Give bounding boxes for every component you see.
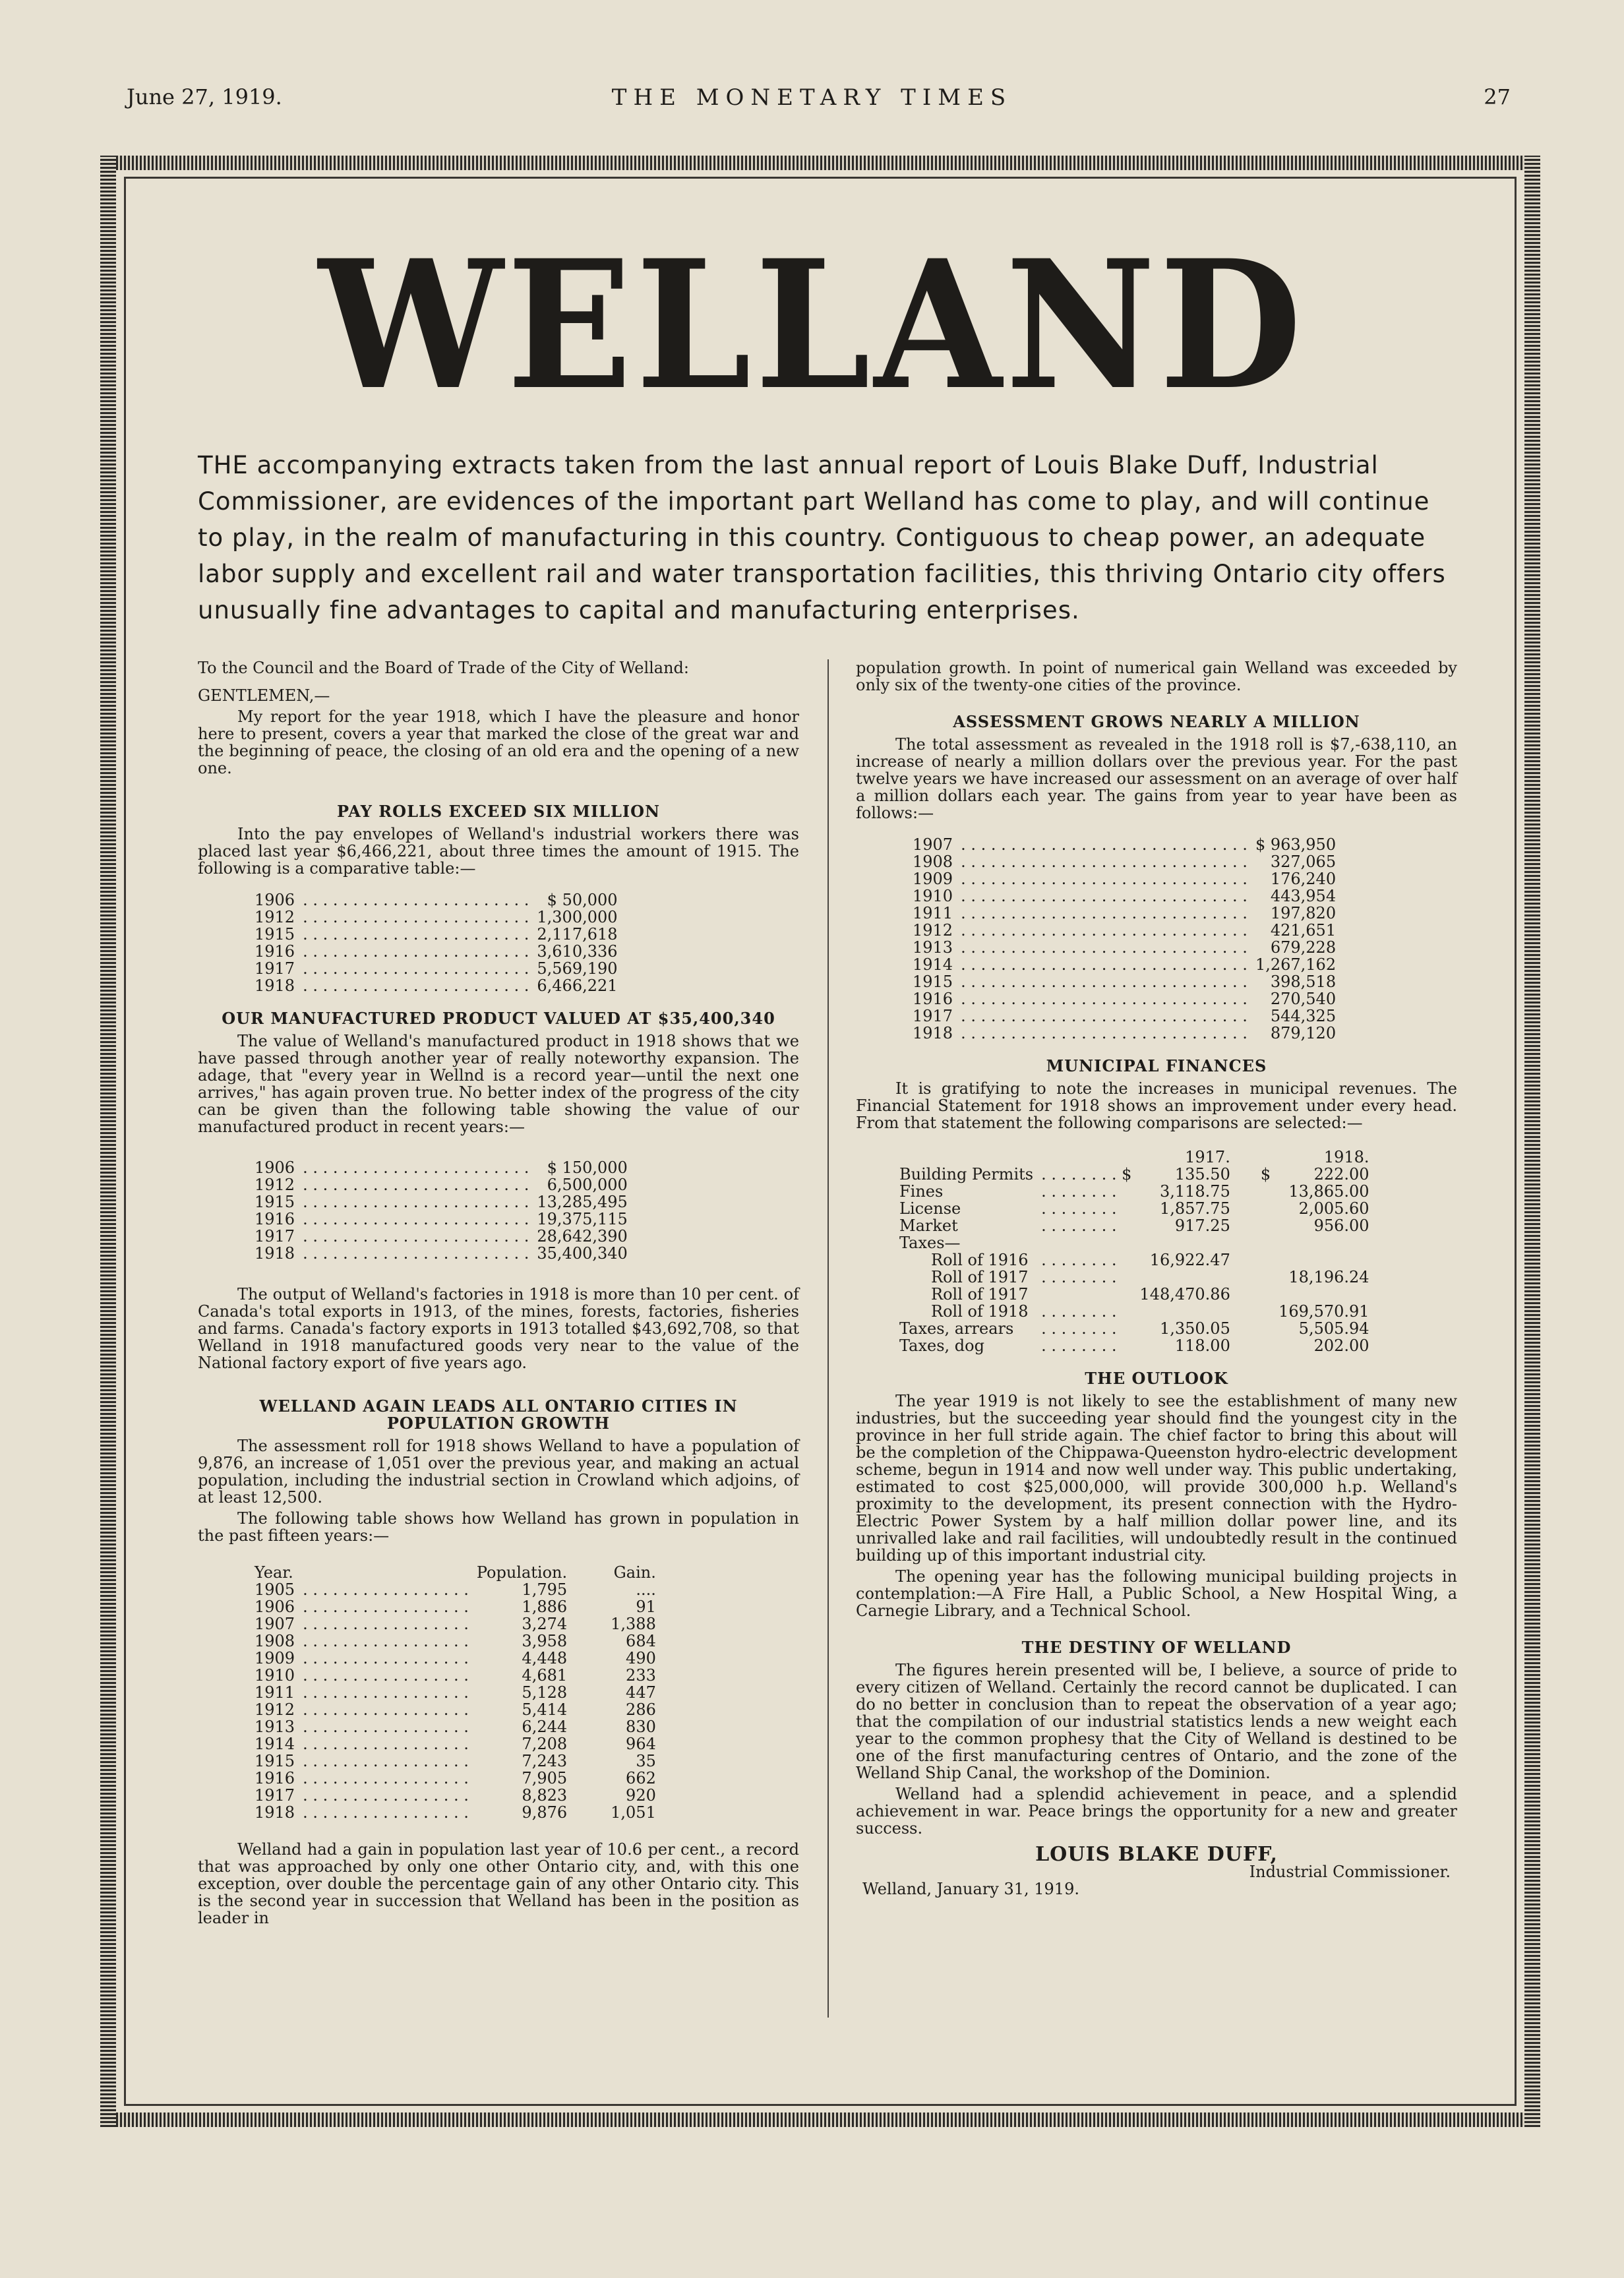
row-year: 1912	[255, 1700, 295, 1719]
leader-dots	[1037, 1234, 1135, 1251]
row-year: 1917	[255, 959, 295, 978]
row-1917	[1135, 1234, 1234, 1251]
row-value: 197,820	[1270, 904, 1337, 922]
table-row	[895, 1183, 1373, 1200]
leader-dots: . . . . . . . . . . . . . . . . . . . . . . . . . . . . .	[961, 887, 1248, 905]
row-currency	[1234, 1286, 1275, 1303]
leader-dots: . . . . . . . . . . . . . . . . .	[303, 1666, 469, 1685]
row-1918	[1275, 1286, 1373, 1303]
table-row	[909, 905, 1340, 922]
leader-dots: . . . . . . . . . . . . . . . . .	[303, 1718, 469, 1736]
row-1917	[1135, 1303, 1234, 1320]
table-row	[251, 1159, 632, 1176]
table-row	[251, 977, 622, 994]
row-value: 28,642,390	[537, 1227, 628, 1245]
row-1918: 13,865.00	[1288, 1182, 1369, 1201]
table-row	[251, 1787, 660, 1804]
population-table	[251, 1564, 660, 1821]
table-row	[895, 1251, 1373, 1269]
table-row	[251, 1581, 660, 1598]
page-number: 27	[1484, 84, 1511, 109]
row-1918: 222.00	[1313, 1165, 1369, 1184]
leader-dots: . . . . . . . . . . . . . . . . . . . . . . . . . . . . .	[961, 904, 1248, 922]
table-row	[251, 1211, 632, 1228]
leader-dots: . . . . . . . . . . . . . . . . . . . . . . . . . . . . .	[961, 973, 1248, 991]
paragraph: The output of Welland's factories in 1918 is more than 10 per cent. of Canada's total exports in 1913, of the mines, forests, factories, fisheries and farms. Canada's factory exports in 1913 totalled $43,692,708, so that Welland in 1918 manufactured goods very near to the value of the National factory export of five years ago.	[198, 1285, 799, 1372]
leader-dots: . . . . . . . . $	[1041, 1165, 1132, 1184]
row-year: 1908	[913, 853, 953, 871]
leader-dots: . . . . . . . . . . . . . . . . . . . . . . .	[303, 1244, 529, 1263]
row-population: 4,448	[522, 1649, 568, 1667]
row-currency	[1234, 1200, 1275, 1217]
payrolls-table	[251, 891, 622, 994]
row-gain: 662	[626, 1769, 656, 1787]
row-value: 879,120	[1270, 1024, 1337, 1042]
right-column	[856, 659, 1457, 1898]
table-row	[251, 1770, 660, 1787]
row-year: 1915	[255, 925, 295, 944]
publication-title: THE MONETARY TIMES	[611, 84, 1013, 111]
row-currency	[1234, 1269, 1275, 1286]
row-gain: 964	[626, 1735, 656, 1753]
table-row	[909, 922, 1340, 939]
header-1918: 1918.	[1323, 1148, 1369, 1166]
row-year: 1913	[913, 938, 953, 957]
row-label: Taxes—	[899, 1234, 961, 1252]
row-year: 1905	[255, 1580, 295, 1599]
row-year: 1906	[255, 1158, 295, 1177]
row-value: 2,117,618	[537, 925, 618, 944]
row-year: 1912	[913, 921, 953, 940]
header-population: Population.	[476, 1563, 568, 1582]
table-row	[251, 1684, 660, 1701]
section-heading: THE DESTINY OF WELLAND	[1021, 1638, 1292, 1657]
row-1918	[1275, 1251, 1373, 1269]
row-label: Market	[899, 1216, 958, 1235]
row-value: 421,651	[1270, 921, 1337, 940]
table-row	[251, 943, 622, 960]
row-label: Roll of 1916	[931, 1251, 1029, 1269]
table-row	[251, 1598, 660, 1615]
row-value: 35,400,340	[537, 1244, 628, 1263]
leader-dots: . . . . . . . . . . . . . . . . . . . . . . .	[303, 959, 529, 978]
row-1918: 18,196.24	[1288, 1268, 1369, 1286]
leader-dots: . . . . . . . . . . . . . . . . . . . . . . .	[303, 942, 529, 961]
row-gain: 1,388	[611, 1615, 656, 1633]
paragraph: My report for the year 1918, which I have the pleasure and honor here to present, covers a year that marked the close of the great war and the beginning of peace, the closing of an old era and the opening of a new one.	[198, 707, 799, 777]
row-value: $ 50,000	[547, 891, 618, 909]
row-population: 3,274	[522, 1615, 568, 1633]
table-row	[895, 1217, 1373, 1234]
row-year: 1911	[913, 904, 953, 922]
leader-dots: . . . . . . . . . . . . . . . . .	[303, 1752, 469, 1770]
paragraph: The following table shows how Welland has grown in population in the past fifteen years:—	[198, 1509, 799, 1545]
paragraph: The assessment roll for 1918 shows Welland to have a population of 9,876, an increase of 1,051 over the previous year, and making an actual population, including the industrial section in Crowland which adjoins, of at least 12,500.	[198, 1437, 799, 1507]
row-gain: ....	[636, 1580, 656, 1599]
row-value: 13,285,495	[537, 1193, 628, 1211]
table-row	[251, 891, 622, 909]
leader-dots: . . . . . . . . . . . . . . . . . . . . . . . . . . . . .	[961, 1024, 1248, 1042]
row-currency	[1234, 1320, 1275, 1337]
leader-dots: . . . . . . . .	[1041, 1251, 1117, 1269]
row-year: 1914	[255, 1735, 295, 1753]
table-row	[909, 1025, 1340, 1042]
leader-dots: . . . . . . . . . . . . . . . . . . . . . . . . . . . . .	[961, 955, 1248, 974]
row-year: 1915	[255, 1193, 295, 1211]
row-label: Roll of 1918	[931, 1302, 1029, 1321]
leader-dots: . . . . . . . . . . . . . . . . .	[303, 1598, 469, 1616]
row-value: 3,610,336	[537, 942, 618, 961]
paragraph: Into the pay envelopes of Welland's industrial workers there was placed last year $6,466,221, about three times the amount of 1915. The following is a comparative table:—	[198, 825, 799, 878]
leader-dots: . . . . . . . . . . . . . . . . . . . . . . .	[303, 891, 529, 909]
leader-dots: . . . . . . . . . . . . . . . . . . . . . . .	[303, 1227, 529, 1245]
row-value: 176,240	[1270, 870, 1337, 888]
table-row	[895, 1166, 1373, 1183]
table-row	[251, 1735, 660, 1753]
row-value: 19,375,115	[537, 1210, 628, 1228]
leader-dots: . . . . . . . .	[1041, 1319, 1117, 1338]
paragraph: The year 1919 is not likely to see the establishment of many new industries, but the succeeding year should find the youngest city in the province in her full stride again. The chief factor to bring this about will be the completion of the Chippawa-Queenston hydro-electric development scheme, begun in 1914 and now well under way. This public undertaking, estimated to cost $25,000,000, will provide 300,000 h.p. Welland's proximity to the development, its present connection with the Hydro-Electric Power System by a half million dollar power line, and its unrivalled lake and rail facilities, will undoubtedly result in the continued building up of this important industrial city.	[856, 1392, 1457, 1565]
table-row	[895, 1234, 1373, 1251]
row-value: 270,540	[1270, 990, 1337, 1008]
leader-dots: . . . . . . . .	[1041, 1182, 1117, 1201]
row-1918: 956.00	[1313, 1216, 1369, 1235]
table-row	[895, 1337, 1373, 1354]
leader-dots: . . . . . . . . . . . . . . . . .	[303, 1769, 469, 1787]
row-year: 1917	[255, 1786, 295, 1805]
row-currency	[1234, 1217, 1275, 1234]
row-population: 8,823	[522, 1786, 568, 1805]
row-1918: 169,570.91	[1278, 1302, 1369, 1321]
leader-dots: . . . . . . . . . . . . . . . . . . . . . . . . . . . . .	[961, 921, 1248, 940]
row-currency	[1234, 1183, 1275, 1200]
row-1917: 118.00	[1174, 1336, 1230, 1355]
row-year: 1916	[255, 942, 295, 961]
leader-dots: . . . . . . . . . . . . . . . . .	[303, 1632, 469, 1650]
row-value: $ 963,950	[1255, 835, 1337, 854]
row-year: 1918	[255, 1803, 295, 1822]
section-heading: OUR MANUFACTURED PRODUCT VALUED AT $35,400,340	[222, 1009, 775, 1028]
leader-dots: . . . . . . . . . . . . . . . . .	[303, 1615, 469, 1633]
row-1917: 135.50	[1174, 1165, 1230, 1184]
table-row	[909, 870, 1340, 887]
leader-dots: . . . . . . . . . . . . . . . . . . . . . . . . . . . . .	[961, 990, 1248, 1008]
row-1917: 1,350.05	[1159, 1319, 1230, 1338]
row-year: 1911	[255, 1683, 295, 1702]
row-value: 5,569,190	[537, 959, 618, 978]
row-value: 679,228	[1270, 938, 1337, 957]
table-row	[251, 1650, 660, 1667]
section-heading: ASSESSMENT GROWS NEARLY A MILLION	[953, 712, 1360, 731]
row-currency	[1234, 1251, 1275, 1269]
gentlemen: GENTLEMEN,—	[198, 686, 330, 705]
row-1918: 2,005.60	[1298, 1199, 1369, 1218]
row-gain: 830	[626, 1718, 656, 1736]
leader-dots: . . . . . . . . . . . . . . . . . . . . . . .	[303, 908, 529, 926]
border-right	[1524, 156, 1540, 2127]
paragraph: population growth. In point of numerical gain Welland was exceeded by only six of the twenty-one cities of the province.	[856, 659, 1457, 694]
row-gain: 920	[626, 1786, 656, 1805]
row-year: 1909	[255, 1649, 295, 1667]
table-row	[909, 973, 1340, 990]
row-1918: 5,505.94	[1298, 1319, 1369, 1338]
row-1918	[1275, 1234, 1373, 1251]
row-year: 1910	[255, 1666, 295, 1685]
leader-dots: . . . . . . . . . . . . . . . . . . . . . . .	[303, 1210, 529, 1228]
row-label: Building Permits	[899, 1165, 1034, 1184]
leader-dots: . . . . . . . . . . . . . . . . .	[303, 1649, 469, 1667]
row-1917: 1,857.75	[1159, 1199, 1230, 1218]
section-heading: MUNICIPAL FINANCES	[1046, 1056, 1267, 1075]
row-population: 3,958	[522, 1632, 568, 1650]
row-value: 443,954	[1270, 887, 1337, 905]
table-row	[251, 1633, 660, 1650]
table-row	[251, 1193, 632, 1211]
page-header	[0, 84, 1624, 124]
row-label: Roll of 1917	[931, 1285, 1029, 1304]
table-row	[909, 990, 1340, 1007]
border-bottom	[100, 2113, 1540, 2127]
row-gain: 91	[636, 1598, 656, 1616]
table-row	[895, 1320, 1373, 1337]
signature-name: LOUIS BLAKE DUFF,	[1035, 1843, 1278, 1866]
border-top	[100, 156, 1540, 170]
table-row	[251, 926, 622, 943]
row-population: 9,876	[522, 1803, 568, 1822]
leader-dots: . . . . . . . . . . . . . . . . .	[303, 1735, 469, 1753]
table-row	[251, 1615, 660, 1633]
row-population: 7,208	[522, 1735, 568, 1753]
table-row	[251, 960, 622, 977]
row-currency	[1234, 1337, 1275, 1354]
header-year: Year.	[255, 1563, 293, 1582]
row-value: 6,500,000	[547, 1176, 628, 1194]
row-value: 6,466,221	[537, 976, 618, 995]
leader-dots: . . . . . . . . . . . . . . . . . . . . . . .	[303, 925, 529, 944]
table-row	[909, 853, 1340, 870]
header-gain: Gain.	[613, 1563, 656, 1582]
row-year: 1912	[255, 1176, 295, 1194]
leader-dots: . . . . . . . .	[1041, 1268, 1117, 1286]
row-value: 1,300,000	[537, 908, 618, 926]
row-1917: 148,470.86	[1139, 1285, 1230, 1304]
paragraph: The value of Welland's manufactured product in 1918 shows that we have passed through another year of really noteworthy expansion. The adage, that "every year in Wellnd is a record year—until the next one arrives," has again proven true. No better index of the progress of the city can be given than the following table showing the value of our manufactured product in recent years:—	[198, 1032, 799, 1136]
row-gain: 447	[626, 1683, 656, 1702]
leader-dots: . . . . . . . . . . . . . . . . . . . . . . . . . . . . .	[961, 853, 1248, 871]
section-heading: THE OUTLOOK	[1085, 1369, 1228, 1388]
leader-dots: . . . . . . . . . . . . . . . . . . . . . . . . . . . . .	[961, 1007, 1248, 1025]
population-table-header	[251, 1564, 660, 1581]
row-population: 6,244	[522, 1718, 568, 1736]
table-row	[909, 887, 1340, 905]
table-row	[895, 1269, 1373, 1286]
row-label: Taxes, arrears	[899, 1319, 1014, 1338]
paragraph: The figures herein presented will be, I believe, a source of pride to every citizen of Welland. Certainly the record cannot be duplicated. I can do no better in conclusion than to repeat the observation of a year ago; that the compilation of our industrial statistics lends a new weight each year to the common prophesy that the City of Welland is destined to be one of the first manufacturing centres of Ontario, and the zone of the Welland Ship Canal, the workshop of the Dominion.	[856, 1661, 1457, 1782]
row-year: 1915	[913, 973, 953, 991]
row-label: Fines	[899, 1182, 944, 1201]
row-currency	[1234, 1234, 1275, 1251]
table-row	[251, 1718, 660, 1735]
leader-dots: . . . . . . . . . . . . . . . . . . . . . . .	[303, 1158, 529, 1177]
finances-table-header	[895, 1149, 1373, 1166]
row-year: 1915	[255, 1752, 295, 1770]
row-year: 1907	[255, 1615, 295, 1633]
row-currency	[1234, 1303, 1275, 1320]
leader-dots: . . . . . . . . . . . . . . . . .	[303, 1580, 469, 1599]
row-population: 5,414	[522, 1700, 568, 1719]
leader-dots: . . . . . . . . . . . . . . . . . . . . . . .	[303, 1193, 529, 1211]
table-row	[895, 1303, 1373, 1320]
row-population: 5,128	[522, 1683, 568, 1702]
row-year: 1914	[913, 955, 953, 974]
leader-dots: . . . . . . . . . . . . . . . . . . . . . . .	[303, 1176, 529, 1194]
row-gain: 233	[626, 1666, 656, 1685]
table-row	[251, 1667, 660, 1684]
column-divider	[827, 659, 829, 2018]
section-heading: WELLAND AGAIN LEADS ALL ONTARIO CITIES IN POPULATION GROWTH	[259, 1396, 738, 1433]
row-currency: $	[1260, 1165, 1271, 1184]
row-year: 1916	[913, 990, 953, 1008]
row-year: 1913	[255, 1718, 295, 1736]
table-row	[895, 1200, 1373, 1217]
headline: WELLAND	[318, 222, 1306, 429]
table-row	[909, 1007, 1340, 1025]
salutation: To the Council and the Board of Trade of the City of Welland:	[198, 659, 690, 677]
row-year: 1910	[913, 887, 953, 905]
leader-dots: . . . . . . . . . . . . . . . . . . . . . . . . . . . . .	[961, 938, 1248, 957]
row-gain: 286	[626, 1700, 656, 1719]
leader-dots: . . . . . . . . . . . . . . . . .	[303, 1700, 469, 1719]
leader-dots: . . . . . . . .	[1041, 1216, 1117, 1235]
table-row	[909, 956, 1340, 973]
row-year: 1917	[913, 1007, 953, 1025]
assessment-table	[909, 836, 1340, 1042]
table-row	[251, 1701, 660, 1718]
leader-dots: . . . . . . . . . . . . . . . . . . . . . . . . . . . . .	[961, 835, 1248, 854]
table-row	[895, 1286, 1373, 1303]
row-year: 1916	[255, 1210, 295, 1228]
row-label: License	[899, 1199, 961, 1218]
row-year: 1906	[255, 1598, 295, 1616]
row-year: 1918	[255, 976, 295, 995]
table-row	[251, 1228, 632, 1245]
finances-table	[895, 1149, 1373, 1354]
leader-dots: . . . . . . . . . . . . . . . . .	[303, 1803, 469, 1822]
table-row	[251, 1245, 632, 1262]
row-year: 1909	[913, 870, 953, 888]
row-1917	[1135, 1269, 1234, 1286]
left-column	[198, 659, 799, 1931]
leader-dots	[1037, 1286, 1135, 1303]
row-year: 1912	[255, 908, 295, 926]
row-population: 7,905	[522, 1769, 568, 1787]
intro-paragraph: THE accompanying extracts taken from the last annual report of Louis Blake Duff, Industrial Commissioner, are evidences of the important part Welland has come to play, and will continue to play, in the realm of manufacturing in this country. Contiguous to cheap power, an adequate labor supply and excellent rail and water transportation facilities, this thriving Ontario city offers unusually fine advantages to capital and manufacturing enterprises.	[198, 451, 1446, 624]
table-row	[251, 1176, 632, 1193]
signature-place: Welland, January 31, 1919.	[862, 1880, 1079, 1898]
leader-dots: . . . . . . . .	[1041, 1199, 1117, 1218]
issue-date: June 27, 1919.	[127, 84, 282, 109]
table-row	[251, 1753, 660, 1770]
row-gain: 684	[626, 1632, 656, 1650]
section-heading: PAY ROLLS EXCEED SIX MILLION	[337, 802, 660, 821]
paragraph: The total assessment as revealed in the 1918 roll is $7,-638,110, an increase of nearly a million dollars over the previous year. For the past twelve years we have increased our assessment on an average of over half a million dollars each year. The gains from year to year have been as follows:—	[856, 735, 1457, 822]
row-value: 1,267,162	[1255, 955, 1337, 974]
row-year: 1918	[913, 1024, 953, 1042]
row-gain: 35	[636, 1752, 656, 1770]
row-value: 544,325	[1270, 1007, 1337, 1025]
row-value: 327,065	[1270, 853, 1337, 871]
row-gain: 1,051	[611, 1803, 656, 1822]
leader-dots: . . . . . . . . . . . . . . . . . . . . . . .	[303, 976, 529, 995]
row-gain: 490	[626, 1649, 656, 1667]
row-population: 7,243	[522, 1752, 568, 1770]
table-row	[909, 939, 1340, 956]
leader-dots: . . . . . . . . . . . . . . . . .	[303, 1683, 469, 1702]
border-left	[100, 156, 116, 2127]
paragraph: Welland had a splendid achievement in peace, and a splendid achievement in war. Peace brings the opportunity for a new and greater success.	[856, 1785, 1457, 1838]
row-value: $ 150,000	[547, 1158, 628, 1177]
header-1917: 1917.	[1185, 1148, 1230, 1166]
leader-dots: . . . . . . . .	[1041, 1302, 1117, 1321]
row-year: 1916	[255, 1769, 295, 1787]
paragraph: It is gratifying to note the increases in municipal revenues. The Financial Statement for 1918 shows an improvement under every head. From that statement the following comparisons are selected:—	[856, 1079, 1457, 1132]
leader-dots: . . . . . . . .	[1041, 1336, 1117, 1355]
row-value: 398,518	[1270, 973, 1337, 991]
signature-title: Industrial Commissioner.	[1249, 1863, 1451, 1881]
row-1917: 3,118.75	[1159, 1182, 1230, 1201]
row-1917: 16,922.47	[1149, 1251, 1230, 1269]
table-row	[909, 836, 1340, 853]
row-year: 1907	[913, 835, 953, 854]
table-row	[251, 909, 622, 926]
row-label: Roll of 1917	[931, 1268, 1029, 1286]
row-year: 1917	[255, 1227, 295, 1245]
leader-dots: . . . . . . . . . . . . . . . . .	[303, 1786, 469, 1805]
row-1917: 917.25	[1174, 1216, 1230, 1235]
row-year: 1918	[255, 1244, 295, 1263]
row-population: 1,886	[522, 1598, 568, 1616]
product-table	[251, 1159, 632, 1262]
row-year: 1908	[255, 1632, 295, 1650]
paragraph: The opening year has the following municipal building projects in contemplation:—A Fire Hall, a Public School, a New Hospital Wing, a Carnegie Library, and a Technical School.	[856, 1567, 1457, 1620]
table-row	[251, 1804, 660, 1821]
row-1918: 202.00	[1313, 1336, 1369, 1355]
row-label: Taxes, dog	[899, 1336, 984, 1355]
row-year: 1906	[255, 891, 295, 909]
paragraph: Welland had a gain in population last year of 10.6 per cent., a record that was approached by only one other Ontario city, and, with this one exception, over double the percentage gain of any other Ontario city. This is the second year in succession that Welland has been in the position as leader in	[198, 1840, 799, 1927]
row-population: 1,795	[522, 1580, 568, 1599]
leader-dots: . . . . . . . . . . . . . . . . . . . . . . . . . . . . .	[961, 870, 1248, 888]
row-population: 4,681	[522, 1666, 568, 1685]
